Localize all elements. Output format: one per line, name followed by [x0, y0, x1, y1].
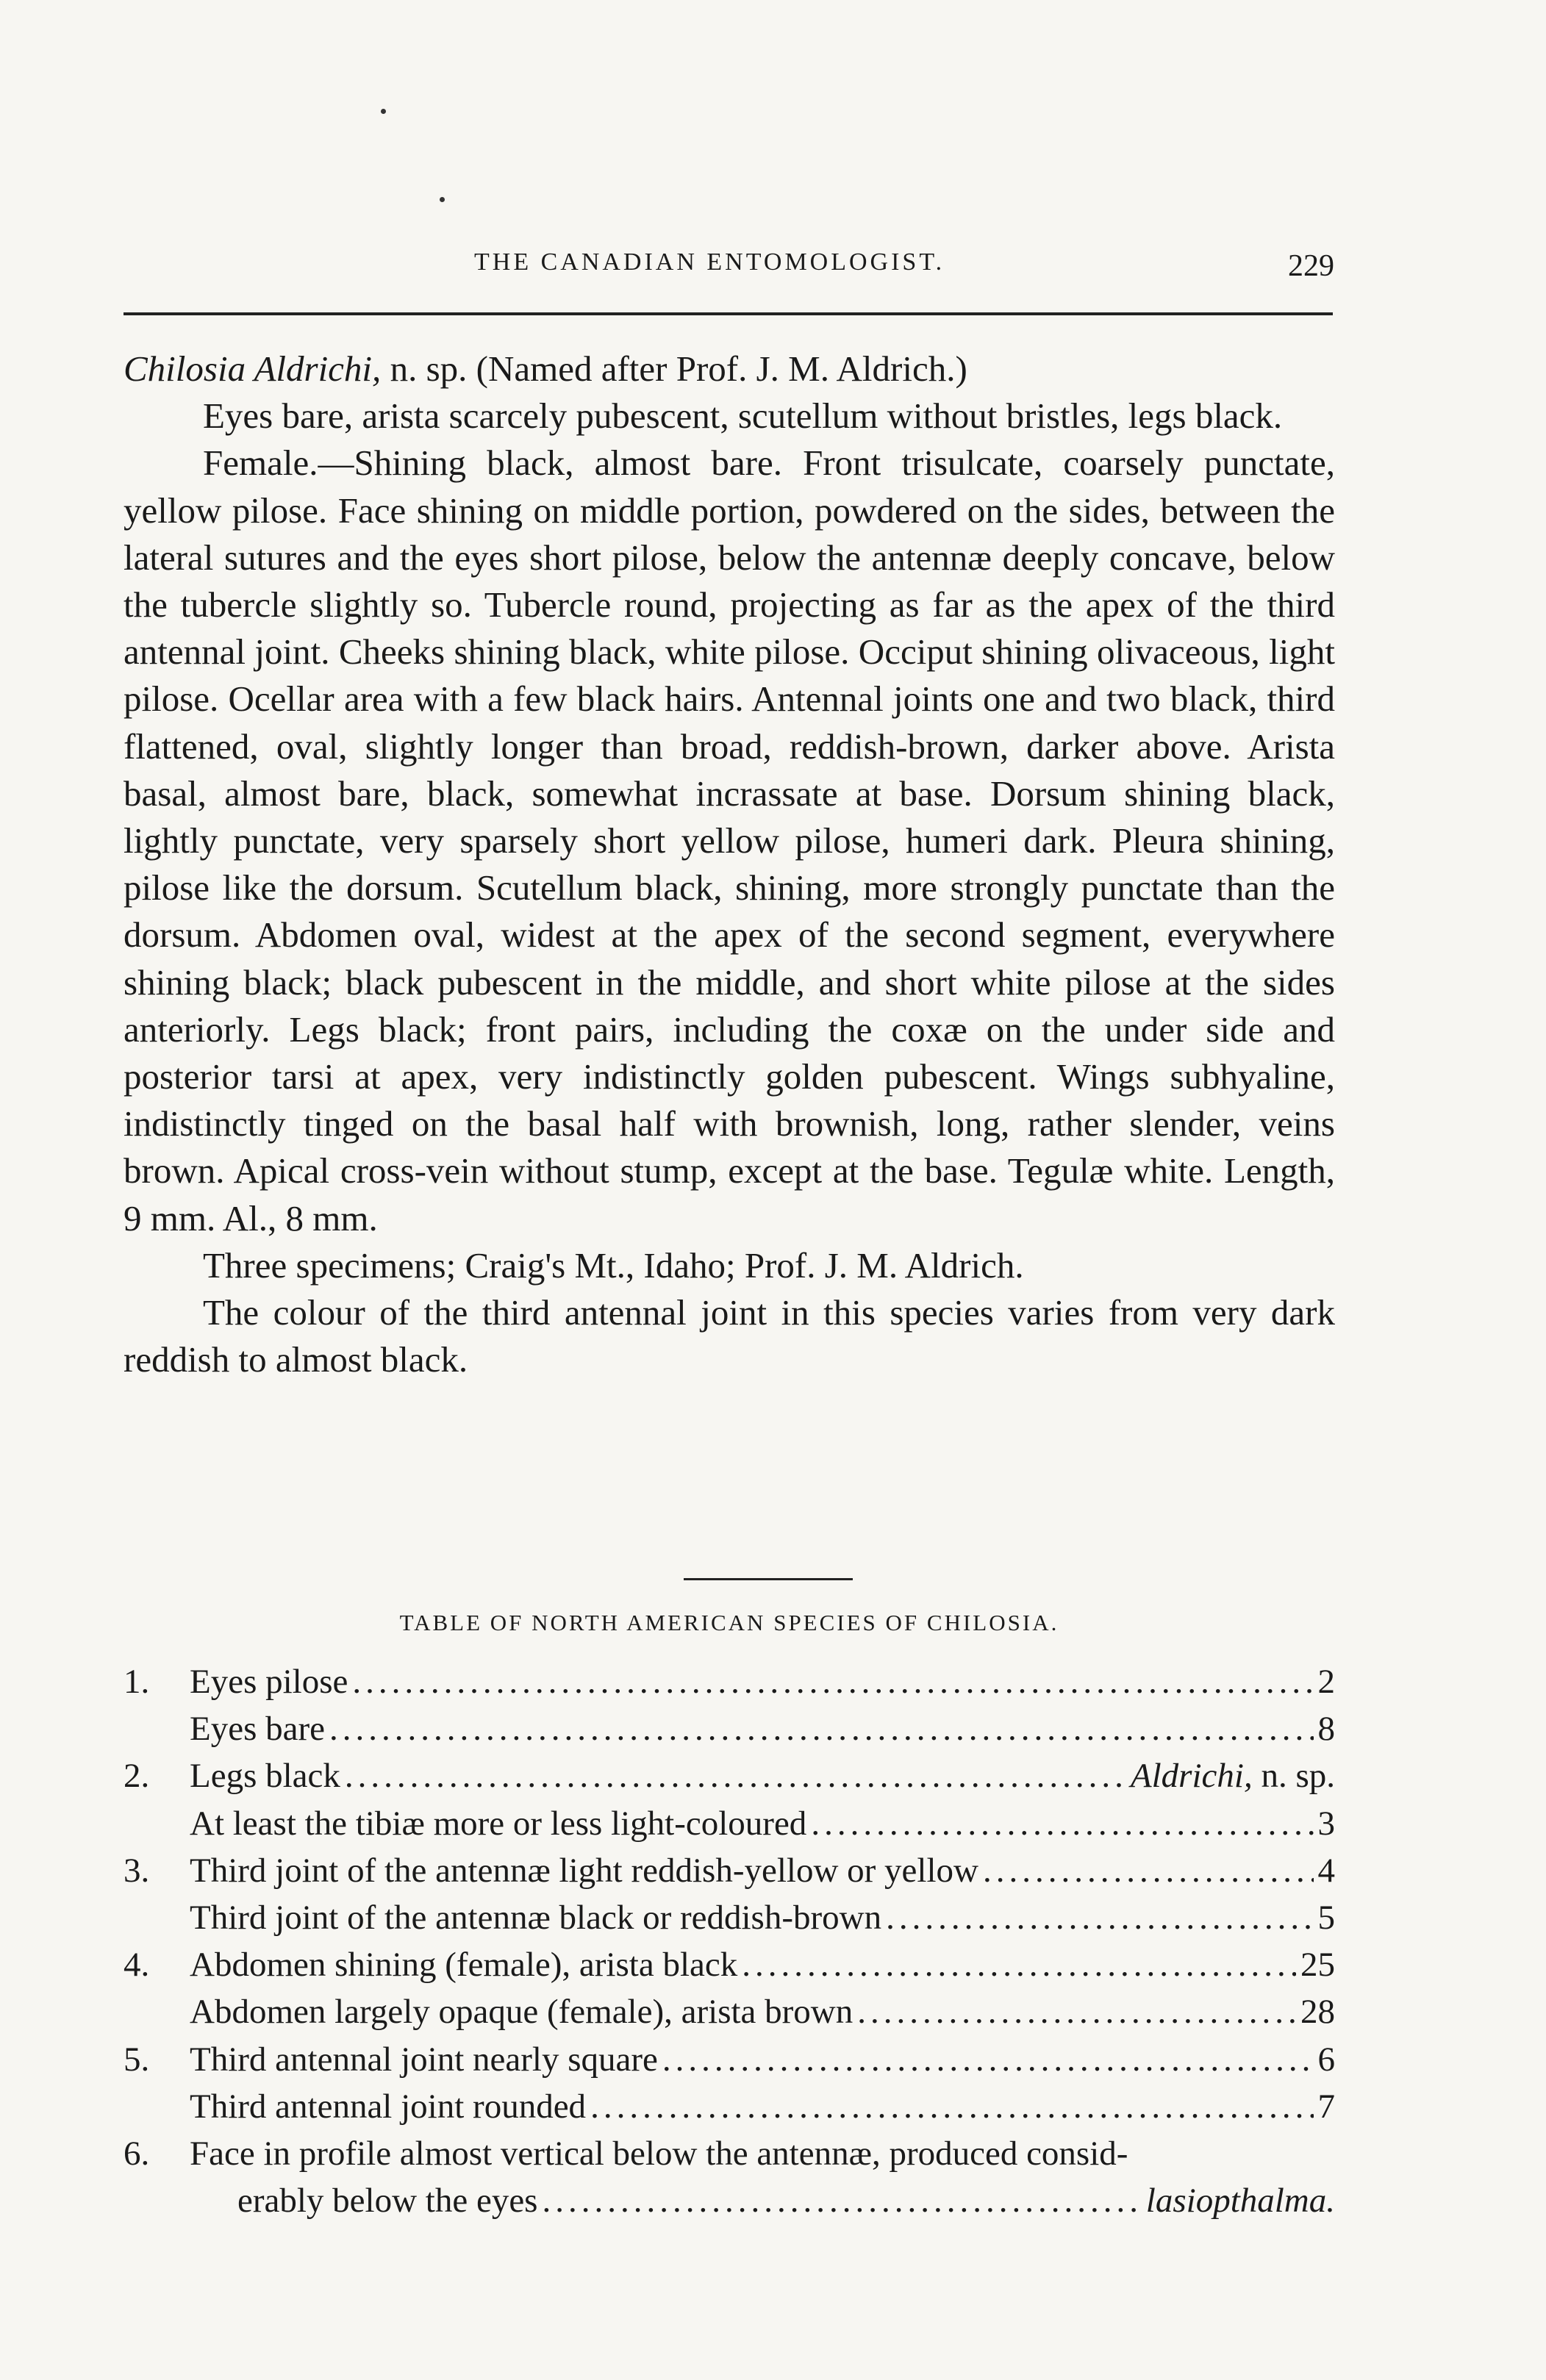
colour-note-paragraph: The colour of the third antennal joint in this species varies from very dark reddish to almost black. — [124, 1292, 1335, 1380]
key-text: Third joint of the antennæ black or reddish-brown — [190, 1898, 882, 1937]
table-title: TABLE OF NORTH AMERICAN SPECIES OF CHILOSIA. — [399, 1610, 1059, 1635]
key-row — [124, 1988, 1335, 2035]
page-number: 229 — [1288, 249, 1334, 283]
print-speck — [381, 109, 386, 114]
key-lead-target — [1300, 1941, 1335, 1988]
key-number: 2. — [124, 1757, 150, 1796]
key-lead-value: 6 — [1317, 2040, 1335, 2079]
species-heading — [124, 345, 1335, 393]
key-lead-value: 4 — [1317, 1851, 1335, 1890]
key-text: Abdomen largely opaque (female), arista brown — [190, 1993, 853, 2032]
key-text: Abdomen shining (female), arista black — [190, 1946, 738, 1985]
species-key-table — [124, 1658, 1335, 2224]
species-name: Chilosia Aldrichi, — [124, 348, 382, 389]
dot-leader — [345, 1752, 1126, 1799]
key-lead-target — [1318, 2083, 1336, 2130]
key-number: 5. — [124, 2040, 150, 2079]
key-row — [124, 2036, 1335, 2083]
key-row — [124, 1847, 1335, 1894]
key-row — [124, 1800, 1335, 1847]
species-description — [124, 345, 1335, 1383]
key-text: Legs black — [190, 1757, 340, 1796]
dot-leader — [886, 1894, 1313, 1941]
key-lead-target — [1318, 1847, 1336, 1894]
dot-leader — [742, 1941, 1296, 1988]
key-number: 3. — [124, 1851, 150, 1890]
key-text: Face in profile almost vertical below the antennæ, produced consid- — [190, 2134, 1128, 2173]
key-lead-target — [1318, 1894, 1336, 1941]
key-lead-value: Aldrichi, — [1130, 1757, 1253, 1796]
dot-leader — [590, 2083, 1313, 2130]
dot-leader — [811, 1800, 1313, 1847]
key-lead-value: 5 — [1317, 1898, 1335, 1937]
key-text: Third joint of the antennæ light reddish-yellow or yellow — [190, 1851, 978, 1890]
key-row — [124, 2177, 1335, 2224]
key-text: Third antennal joint nearly square — [190, 2040, 658, 2079]
key-lead-value: 3 — [1317, 1804, 1335, 1843]
specimens-paragraph: Three specimens; Craig's Mt., Idaho; Prof. J. M. Aldrich. — [203, 1244, 1024, 1286]
key-lead-value: 25 — [1300, 1946, 1335, 1985]
key-lead-value: 7 — [1317, 2087, 1335, 2126]
key-lead-target — [1318, 1705, 1336, 1752]
dot-leader — [542, 2177, 1141, 2224]
key-row — [124, 1658, 1335, 1705]
key-number: 1. — [124, 1663, 150, 1701]
key-row — [124, 1705, 1335, 1752]
key-row — [124, 1941, 1335, 1988]
key-number: 6. — [124, 2134, 150, 2173]
print-speck — [440, 197, 445, 202]
key-row — [124, 2083, 1335, 2130]
page-header — [121, 248, 1334, 293]
key-lead-target — [1146, 2177, 1335, 2224]
key-text: Third antennal joint rounded — [190, 2087, 587, 2126]
key-row — [124, 1752, 1335, 1799]
key-text: Eyes pilose — [190, 1663, 348, 1701]
female-description-paragraph: Female.—Shining black, almost bare. Front trisulcate, coarsely punctate, yellow pilose. Face shining on middle portion, powdered on the sides, between the lateral sutures and the eyes short pilose, below the antennæ deeply concave, below the tubercle slightly so. Tubercle round, projecting as far as the apex of the third antennal joint. Cheeks shining black, white pilose. Occiput shining olivaceous, light pilose. Ocellar area with a few black hairs. Antennal joints one and two black, third flattened, oval, slightly longer than broad, reddish-brown, darker above. Arista basal, almost bare, black, somewhat incrassate at base. Dorsum shining black, lightly punctate, very sparsely short yellow pilose, humeri dark. Pleura shining, pilose like the dorsum. Scutellum black, shining, more strongly punctate than the dorsum. Abdomen oval, widest at the apex of the second segment, everywhere shining black; black pubescent in the middle, and short white pilose at the sides anteriorly. Legs black; front pairs, including the coxæ on the under side and posterior tarsi at apex, very indistinctly golden pubescent. Wings subhyaline, indistinctly tinged on the basal half with brownish, long, rather slender, veins brown. Apical cross-vein without stump, except at the base. Tegulæ white. Length, 9 mm. Al., 8 mm. — [124, 442, 1335, 1239]
section-rule — [684, 1578, 853, 1580]
key-text: At least the tibiæ more or less light-coloured — [190, 1804, 807, 1843]
dot-leader — [662, 2036, 1314, 2083]
key-lead-target — [1131, 1752, 1335, 1799]
key-lead-value: 8 — [1317, 1710, 1335, 1749]
key-lead-target — [1318, 1658, 1336, 1705]
running-title: THE CANADIAN ENTOMOLOGIST. — [474, 248, 945, 276]
dot-leader — [329, 1705, 1314, 1752]
key-row — [124, 2130, 1335, 2177]
key-lead-suffix: n. sp. — [1252, 1757, 1335, 1796]
dot-leader — [983, 1847, 1314, 1894]
diagnosis-paragraph: Eyes bare, arista scarcely pubescent, scutellum without bristles, legs black. — [203, 395, 1283, 437]
header-rule — [124, 312, 1333, 315]
key-text: Eyes bare — [190, 1710, 325, 1749]
key-lead-target — [1318, 1800, 1336, 1847]
species-suffix: n. sp. (Named after Prof. J. M. Aldrich.) — [381, 348, 967, 389]
dot-leader — [857, 1988, 1296, 2035]
key-lead-value: 2 — [1317, 1663, 1335, 1701]
key-lead-target — [1318, 2036, 1336, 2083]
key-lead-value: lasiopthalma. — [1145, 2182, 1335, 2221]
key-number: 4. — [124, 1946, 150, 1985]
dot-leader — [352, 1658, 1313, 1705]
key-row — [124, 1894, 1335, 1941]
key-lead-value: 28 — [1300, 1993, 1335, 2032]
key-text: erably below the eyes — [237, 2182, 538, 2221]
key-lead-target — [1300, 1988, 1335, 2035]
